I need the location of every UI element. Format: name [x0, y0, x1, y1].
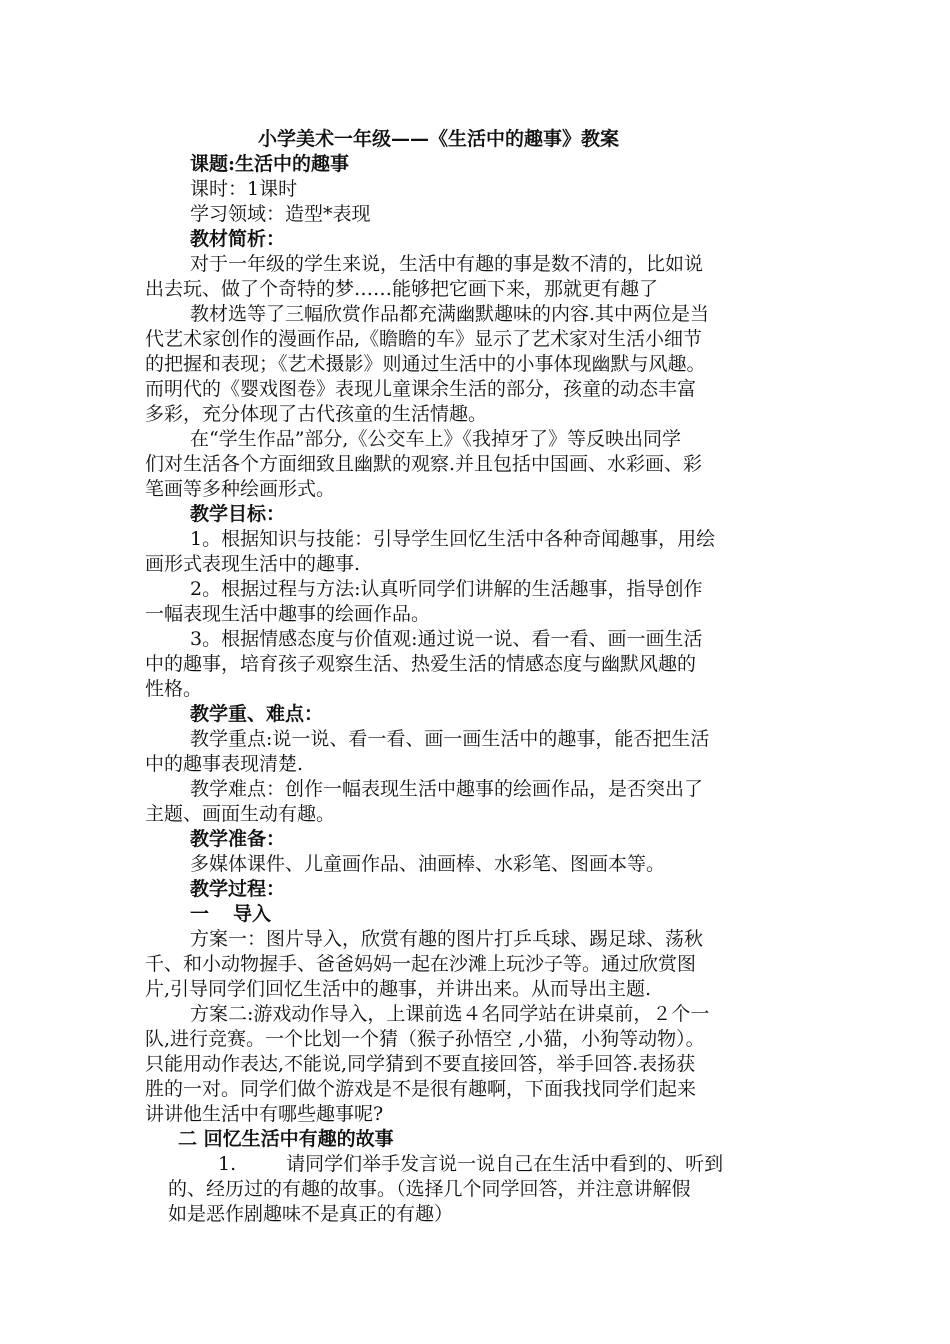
paragraph-line: 画形式表现生活中的趣事. [145, 553, 361, 575]
paragraph-line: 多媒体课件、儿童画作品、油画棒、水彩笔、图画本等。 [190, 853, 666, 875]
paragraph-line: 3。根据情感态度与价值观:通过说一说、看一看、画一画生活 [190, 628, 703, 650]
step-number: 一 [190, 903, 210, 925]
step-label: 导入 [233, 903, 272, 925]
paragraph-line: 中的趣事表现清楚. [145, 753, 304, 775]
textbook-heading: 教材简析： [190, 228, 286, 250]
paragraph-line: 片,引导同学们回忆生活中的趣事，并讲出来。从而导出主题. [145, 978, 652, 1000]
paragraph-line: 性格。 [145, 678, 203, 700]
list-item-line: 如是恶作剧趣味不是真正的有趣） [168, 1203, 454, 1225]
list-item-line: 1. 请同学们举手发言说一说自己在生活中看到的、听到 [218, 1153, 724, 1175]
paragraph-line: 教学难点：创作一幅表现生活中趣事的绘画作品，是否突出了 [190, 778, 704, 800]
keypoints-heading: 教学重、难点： [190, 703, 324, 725]
paragraph-line: 教学重点:说一说、看一看、画一画生活中的趣事，能否把生活 [190, 728, 710, 750]
paragraph-line: 教材选等了三幅欣赏作品都充满幽默趣味的内容.其中两位是当 [190, 303, 710, 325]
paragraph-line: 中的趣事，培育孩子观察生活、热爱生活的情感态度与幽默风趣的 [145, 653, 697, 675]
paragraph-line: 笔画等多种绘画形式。 [145, 478, 336, 500]
paragraph-line: 主题、画面生动有趣。 [145, 803, 336, 825]
document-title: 小学美术一年级——《生活中的趣事》教案 [258, 128, 620, 150]
step-two-heading: 二 回忆生活中有趣的故事 [178, 1128, 394, 1150]
list-item-line: 的、经历过的有趣的故事。（选择几个同学回答，并注意讲解假 [168, 1178, 691, 1200]
paragraph-line: 队,进行竞赛。一个比划一个猜（猴子孙悟空 ,小猫，小狗等动物）。 [145, 1028, 705, 1050]
process-heading: 教学过程： [190, 878, 286, 900]
paragraph-line: 千、和小动物握手、爸爸妈妈一起在沙滩上玩沙子等。通过欣赏图 [145, 953, 697, 975]
paragraph-line: 而明代的《婴戏图卷》表现儿童课余生活的部分，孩童的动态丰富 [145, 378, 697, 400]
step-one-heading [190, 902, 860, 927]
paragraph-line: 2。根据过程与方法:认真听同学们讲解的生活趣事，指导创作 [190, 578, 703, 600]
paragraph-line: 代艺术家创作的漫画作品,《瞻瞻的车》显示了艺术家对生活小细节 [145, 328, 703, 350]
goals-heading: 教学目标： [190, 503, 286, 525]
paragraph-line: 一幅表现生活中趣事的绘画作品。 [145, 603, 431, 625]
learning-domain: 学习领域：造型*表现 [190, 203, 371, 225]
preparation-heading: 教学准备： [190, 828, 286, 850]
paragraph-line: 只能用动作表达,不能说,同学猜到不要直接回答，举手回答.表扬获 [145, 1053, 696, 1075]
paragraph-line: 对于一年级的学生来说，生活中有趣的事是数不清的，比如说 [190, 253, 704, 275]
list-number: 1. [218, 1153, 237, 1175]
lesson-time: 课时：1课时 [190, 178, 298, 200]
paragraph-line: 方案一：图片导入，欣赏有趣的图片打乒乓球、踢足球、荡秋 [190, 928, 704, 950]
paragraph-line: 胜的一对。同学们做个游戏是不是很有趣啊，下面我找同学们起来 [145, 1078, 697, 1100]
paragraph-line: 出去玩、做了个奇特的梦……能够把它画下来，那就更有趣了 [145, 278, 659, 300]
paragraph-line: 1。根据知识与技能：引导学生回忆生活中各种奇闻趣事，用绘 [190, 528, 716, 550]
paragraph-line: 多彩，充分体现了古代孩童的生活情趣。 [145, 403, 488, 425]
paragraph-line: 们对生活各个方面细致且幽默的观察.并且包括中国画、水彩画、彩 [145, 453, 703, 475]
paragraph-line: 方案二:游戏动作导入，上课前选４名同学站在讲桌前，２个一 [190, 1003, 710, 1025]
lesson-title: 课题:生活中的趣事 [190, 153, 350, 175]
paragraph-line: 在“学生作品”部分,《公交车上》《我掉牙了》等反映出同学 [190, 428, 681, 450]
paragraph-line: 的把握和表现；《艺术摄影》则通过生活中的小事体现幽默与风趣。 [145, 353, 706, 375]
paragraph-line: 讲讲他生活中有哪些趣事呢? [145, 1103, 384, 1125]
